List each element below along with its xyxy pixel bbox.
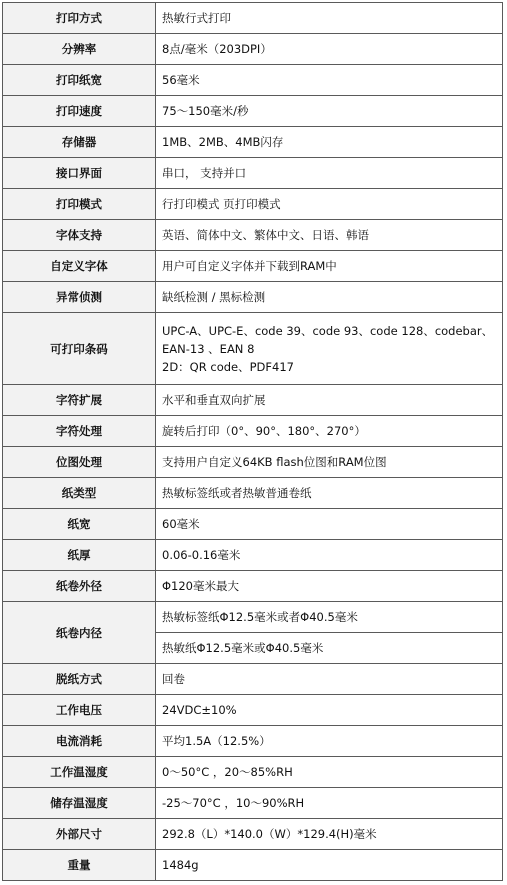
- spec-label: 字符扩展: [3, 385, 156, 416]
- spec-row: [3, 850, 503, 881]
- spec-value: [156, 540, 503, 571]
- spec-value-line: 旋转后打印（0°、90°、180°、270°）: [162, 424, 366, 438]
- spec-row: [3, 478, 503, 509]
- spec-table: [2, 2, 503, 881]
- spec-row: [3, 664, 503, 695]
- spec-label: 工作温湿度: [3, 757, 156, 788]
- spec-value-line: 2D：QR code、PDF417: [162, 359, 294, 374]
- spec-label: 位图处理: [3, 447, 156, 478]
- spec-label: 脱纸方式: [3, 664, 156, 695]
- spec-row: [3, 251, 503, 282]
- spec-value-line: 0.06-0.16毫米: [162, 548, 241, 562]
- spec-value: [156, 385, 503, 416]
- spec-value-line: UPC-A、UPC-E、code 39、code 93、code 128、codebar、: [162, 323, 494, 338]
- spec-row: [3, 158, 503, 189]
- spec-label: 电流消耗: [3, 726, 156, 757]
- spec-value: [156, 65, 503, 96]
- spec-label: 储存温湿度: [3, 788, 156, 819]
- spec-value-line: 缺纸检测 / 黑标检测: [162, 290, 266, 304]
- spec-label: 打印模式: [3, 189, 156, 220]
- spec-value: [156, 189, 503, 220]
- spec-row: [3, 819, 503, 850]
- spec-label: 纸卷内径: [3, 602, 156, 664]
- spec-value: [156, 819, 503, 850]
- spec-value-line: 平均1.5A（12.5%）: [162, 734, 271, 748]
- spec-value: [156, 127, 503, 158]
- spec-row: [3, 3, 503, 34]
- spec-label: 自定义字体: [3, 251, 156, 282]
- spec-row: [3, 571, 503, 602]
- spec-value: [156, 416, 503, 447]
- spec-label: 纸类型: [3, 478, 156, 509]
- spec-row: [3, 788, 503, 819]
- spec-label: 异常侦测: [3, 282, 156, 313]
- spec-row: [3, 416, 503, 447]
- spec-row: [3, 509, 503, 540]
- spec-label: 打印纸宽: [3, 65, 156, 96]
- spec-value-line: 1MB、2MB、4MB闪存: [162, 135, 284, 149]
- spec-value: [156, 220, 503, 251]
- spec-value: [156, 757, 503, 788]
- spec-value-line: 英语、简体中文、繁体中文、日语、韩语: [162, 228, 369, 242]
- spec-value-line: 水平和垂直双向扩展: [162, 393, 266, 407]
- spec-value: [156, 664, 503, 695]
- spec-value-line: EAN-13 、EAN 8: [162, 341, 255, 356]
- spec-label: 打印速度: [3, 96, 156, 127]
- spec-value-line: 串口， 支持并口: [162, 166, 247, 180]
- spec-label: 可打印条码: [3, 313, 156, 385]
- spec-value-line: 0～50°C ，20～85%RH: [162, 765, 293, 779]
- spec-value: [156, 695, 503, 726]
- spec-row: [3, 96, 503, 127]
- spec-label: 分辨率: [3, 34, 156, 65]
- spec-value-line: 用户可自定义字体并下载到RAM中: [162, 259, 337, 273]
- spec-value-line: 1484g: [162, 858, 199, 872]
- spec-label: 字符处理: [3, 416, 156, 447]
- spec-label: 纸厚: [3, 540, 156, 571]
- spec-label: 工作电压: [3, 695, 156, 726]
- spec-row: [3, 65, 503, 96]
- spec-value-line: 热敏行式打印: [162, 11, 231, 25]
- spec-value: [156, 571, 503, 602]
- spec-row: [3, 726, 503, 757]
- spec-row: [3, 757, 503, 788]
- spec-label: 存储器: [3, 127, 156, 158]
- spec-value-line: 8点/毫米（203DPI）: [162, 42, 272, 56]
- spec-row: [3, 540, 503, 571]
- spec-value-line: 回卷: [162, 672, 185, 686]
- spec-value: [156, 478, 503, 509]
- spec-row: [3, 447, 503, 478]
- spec-row: [3, 602, 503, 633]
- spec-value-line: 292.8（L）*140.0（W）*129.4(H)毫米: [162, 827, 377, 841]
- spec-value-line: 75～150毫米/秒: [162, 104, 249, 118]
- spec-value: [156, 282, 503, 313]
- spec-row: [3, 127, 503, 158]
- spec-value: [156, 850, 503, 881]
- spec-value-line: Φ120毫米最大: [162, 579, 240, 593]
- spec-value: 热敏标签纸Φ12.5毫米或者Φ40.5毫米: [156, 602, 503, 633]
- spec-label: 纸卷外径: [3, 571, 156, 602]
- spec-value-line: 24VDC±10%: [162, 703, 237, 717]
- spec-label: 字体支持: [3, 220, 156, 251]
- spec-value: [156, 158, 503, 189]
- spec-value: [156, 726, 503, 757]
- spec-value: [156, 447, 503, 478]
- spec-row: [3, 313, 503, 385]
- spec-label: 接口界面: [3, 158, 156, 189]
- spec-label: 重量: [3, 850, 156, 881]
- spec-row: [3, 282, 503, 313]
- spec-value: [156, 313, 503, 385]
- spec-table-body: [3, 3, 503, 881]
- spec-value-line: 行打印模式 页打印模式: [162, 197, 281, 211]
- spec-row: [3, 220, 503, 251]
- spec-row: [3, 189, 503, 220]
- spec-value-line: 支持用户自定义64KB flash位图和RAM位图: [162, 455, 387, 469]
- spec-value: [156, 509, 503, 540]
- spec-row: [3, 34, 503, 65]
- spec-row: [3, 385, 503, 416]
- spec-value: [156, 251, 503, 282]
- spec-value: [156, 96, 503, 127]
- spec-row: [3, 695, 503, 726]
- spec-label: 外部尺寸: [3, 819, 156, 850]
- spec-value-line: 热敏标签纸或者热敏普通卷纸: [162, 486, 312, 500]
- spec-value: [156, 34, 503, 65]
- spec-value: [156, 3, 503, 34]
- spec-value-line: 56毫米: [162, 73, 200, 87]
- spec-value: 热敏纸Φ12.5毫米或Φ40.5毫米: [156, 633, 503, 664]
- spec-label: 打印方式: [3, 3, 156, 34]
- spec-label: 纸宽: [3, 509, 156, 540]
- spec-value: [156, 788, 503, 819]
- spec-value-line: 60毫米: [162, 517, 200, 531]
- spec-value-line: -25～70°C ，10～90%RH: [162, 796, 305, 810]
